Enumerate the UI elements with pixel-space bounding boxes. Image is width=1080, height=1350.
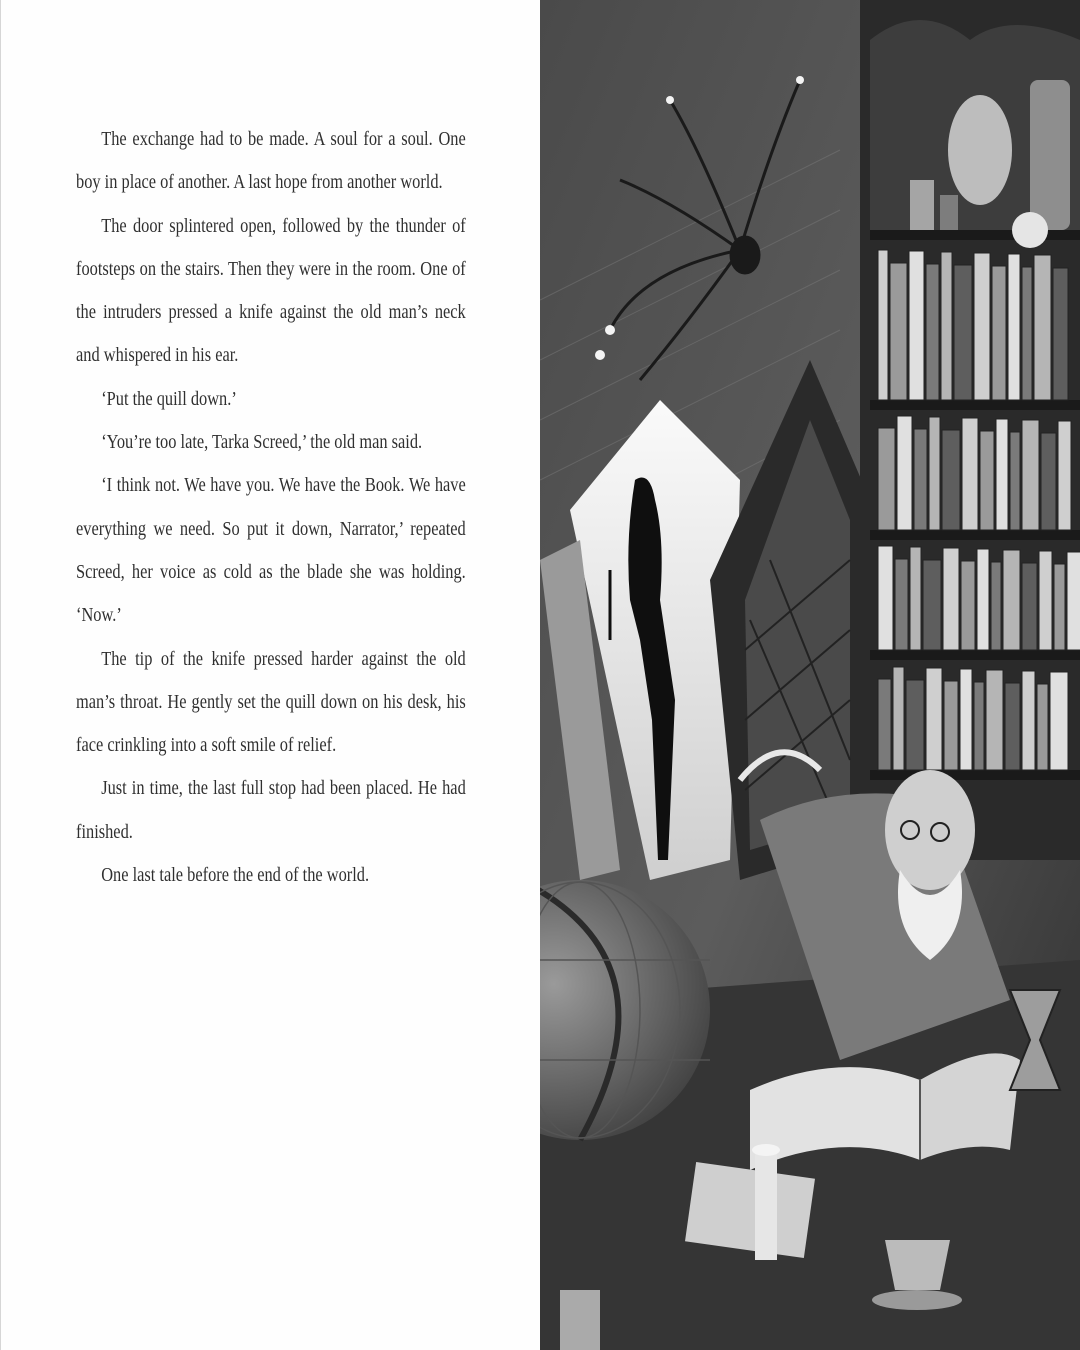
paragraph-6: The tip of the knife pressed harder against the old man’s throat. He gently set the quill down on his desk, his face crinkling into a soft smile of relief. bbox=[76, 648, 466, 757]
book-spine bbox=[961, 561, 975, 650]
book-spine bbox=[1034, 255, 1051, 400]
book-spine bbox=[890, 263, 907, 400]
book-spine bbox=[986, 670, 1003, 770]
book-spine bbox=[980, 431, 994, 530]
book-spine bbox=[960, 669, 972, 770]
book-spine bbox=[914, 429, 927, 530]
story-text bbox=[76, 118, 466, 897]
book-spine bbox=[893, 667, 904, 770]
book-spine bbox=[1022, 671, 1035, 770]
book-spine bbox=[910, 547, 921, 650]
book-spine bbox=[878, 428, 895, 530]
book-spine bbox=[1041, 433, 1056, 530]
book-spine bbox=[878, 546, 893, 650]
book-spine bbox=[1054, 564, 1065, 650]
study-illustration bbox=[540, 0, 1080, 1350]
book-spine bbox=[1037, 684, 1048, 770]
book-spine bbox=[974, 253, 990, 400]
book-spine bbox=[1039, 551, 1052, 650]
skull-icon bbox=[1012, 212, 1048, 248]
book-spine bbox=[897, 416, 912, 530]
book-spine bbox=[878, 250, 888, 400]
book-spine bbox=[941, 252, 952, 400]
book-spine bbox=[1067, 552, 1080, 650]
paragraph-4: ‘You’re too late, Tarka Screed,’ the old man said. bbox=[101, 432, 423, 454]
paragraph-3: ‘Put the quill down.’ bbox=[101, 388, 237, 410]
illustration-page bbox=[540, 0, 1080, 1350]
paper-sheets bbox=[685, 1162, 815, 1258]
book-spine bbox=[992, 266, 1006, 400]
book-spine bbox=[991, 562, 1001, 650]
jar-icon bbox=[948, 95, 1012, 205]
jar-icon bbox=[1030, 80, 1070, 230]
book-spine bbox=[996, 419, 1008, 530]
book-spine bbox=[1058, 421, 1071, 530]
book-spine bbox=[895, 559, 908, 650]
book-spine bbox=[909, 251, 924, 400]
paragraph-1: The exchange had to be made. A soul for a soul. One boy in place of another. A last hope from another world. bbox=[76, 129, 466, 194]
book-spine bbox=[954, 265, 972, 400]
book-spine bbox=[977, 549, 989, 650]
book-spine bbox=[944, 681, 958, 770]
paragraph-5: ‘I think not. We have you. We have the Book. We have everything we need. So put it down, Narrator,’ repeated Screed, her voice as cold as the blade she was holding. ‘Now.’ bbox=[76, 475, 466, 627]
book-spine bbox=[1022, 563, 1037, 650]
paragraph-8: One last tale before the end of the world. bbox=[101, 865, 370, 887]
paragraph-2: The door splintered open, followed by the thunder of footsteps on the stairs. Then they were in the room. One of the intruders pressed a knife against the old man’s neck and whispered in his ear. bbox=[76, 215, 466, 367]
book-spine bbox=[923, 560, 941, 650]
book-spine bbox=[878, 679, 891, 770]
book-spine bbox=[1050, 672, 1068, 770]
book-spine bbox=[1008, 254, 1020, 400]
paragraph-7: Just in time, the last full stop had been placed. He had finished. bbox=[76, 778, 466, 843]
book-spine bbox=[1022, 267, 1032, 400]
book-spine bbox=[1010, 432, 1020, 530]
candle-icon bbox=[752, 1144, 780, 1260]
book-spine bbox=[906, 680, 924, 770]
book-spine bbox=[929, 417, 940, 530]
book-spine bbox=[926, 264, 939, 400]
book-spine bbox=[1005, 683, 1020, 770]
book-spine bbox=[974, 682, 984, 770]
book-spine bbox=[1053, 268, 1068, 400]
book-spine bbox=[1022, 420, 1039, 530]
book-spine bbox=[962, 418, 978, 530]
book-spine bbox=[943, 548, 959, 650]
book-spine bbox=[1003, 550, 1020, 650]
book-spine bbox=[926, 668, 942, 770]
book-spine bbox=[942, 430, 960, 530]
